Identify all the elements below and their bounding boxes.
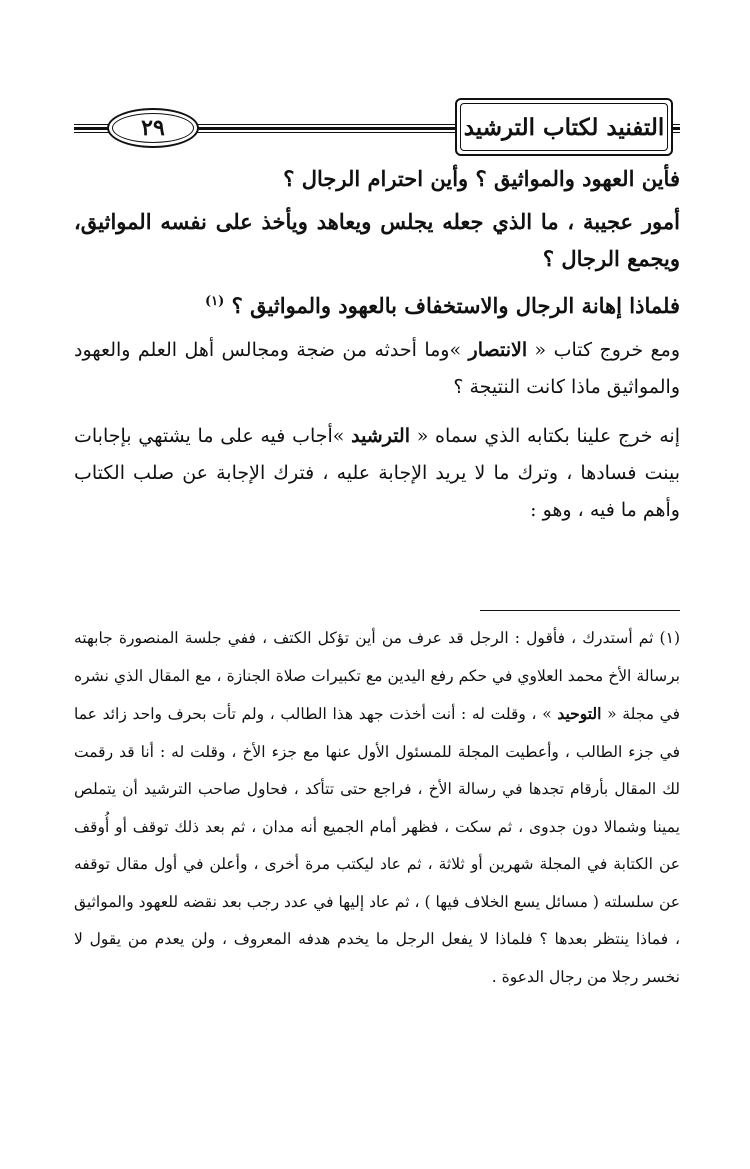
paragraph-1-start: ومع خروج كتاب « bbox=[527, 339, 680, 361]
paragraph-2-end: »أجاب فيه على ما يشتهي بإجابات بينت فسادها ، وترك ما لا يريد الإجابة عليه ، فترك الإجابة عن صلب الكتاب وأهم ما فيه ، وهو : bbox=[74, 425, 680, 521]
main-text bbox=[74, 160, 680, 529]
book-name-tarshid: الترشيد bbox=[351, 425, 411, 447]
book-name-intisar: الانتصار bbox=[468, 339, 528, 361]
paragraph-2-start: إنه خرج علينا بكتابه الذي سماه « bbox=[410, 425, 680, 447]
question-2 bbox=[74, 203, 680, 277]
question-1 bbox=[74, 160, 680, 197]
footnote-marker: (١) bbox=[205, 294, 225, 309]
page-number: ٢٩ bbox=[141, 115, 165, 141]
book-title: التفنيد لكتاب الترشيد bbox=[463, 113, 665, 141]
page-header bbox=[0, 0, 750, 160]
footnote-separator bbox=[480, 610, 680, 611]
magazine-name: التوحيد bbox=[557, 704, 602, 723]
footnote-text-end: » ، وقلت له : أنت أخذت جهد هذا الطالب ، ولم تأت بحرف واحد زائد عما في جزء الطالب ، وأعطيت المجلة للمسئول الأول عنها مع جزء الأخ ، وقلت له : أنا قد رقمت لك المقال بأرقام تجدها في رسالة الأخ ، فراجع حتى تتأكد ، فحاول صاحب الترشيد أن يتملص يمينا وشمالا دون جدوى ، ثم سكت ، فظهر أمام الجميع أنه مدان ، ثم بعد ذلك توقف أو أُوقف عن الكتابة في المجلة شهرين أو ثلاثة ، ثم عاد ليكتب مرة أخرى ، وأعلن في أول مقال توقفه عن سلسلته ( مسائل يسع الخلاف فيها ) ، ثم عاد إليها في عدد رجب بعد نقضه للعهود والمواثيق ، فماذا ينتظر بعدها ؟ فلماذا لا يفعل الرجل ما يخدم هدفه المعروف ، ولن يعدم من يقول لا نخسر رجلا من رجال الدعوة . bbox=[74, 705, 680, 986]
book-title-inner-frame bbox=[460, 103, 668, 151]
paragraph-tarshid bbox=[74, 418, 680, 529]
question-3 bbox=[74, 283, 680, 324]
paragraph-1-end: »وما أحدثه من ضجة ومجالس أهل العلم والعهود والمواثيق ماذا كانت النتيجة ؟ bbox=[74, 339, 680, 398]
question-3-text: فلماذا إهانة الرجال والاستخفاف بالعهود والمواثيق ؟ bbox=[231, 293, 680, 318]
question-1-text: فأين العهود والمواثيق ؟ وأين احترام الرجال ؟ bbox=[283, 166, 680, 191]
page-number-frame bbox=[107, 108, 199, 148]
book-title-frame bbox=[455, 98, 673, 156]
footnote bbox=[74, 620, 680, 996]
question-2-text: أمور عجيبة ، ما الذي جعله يجلس ويعاهد ويأخذ على نفسه المواثيق، ويجمع الرجال ؟ bbox=[74, 209, 680, 271]
paragraph-intisar bbox=[74, 332, 680, 406]
footnote-text-start: (١) ثم أستدرك ، فأقول : الرجل قد عرف من أين تؤكل الكتف ، ففي جلسة المنصورة جابهته برسالة الأخ محمد العلاوي في حكم رفع اليدين مع تكبيرات صلاة الجنازة ، مع المقال الذي نشره في مجلة « bbox=[74, 629, 680, 723]
